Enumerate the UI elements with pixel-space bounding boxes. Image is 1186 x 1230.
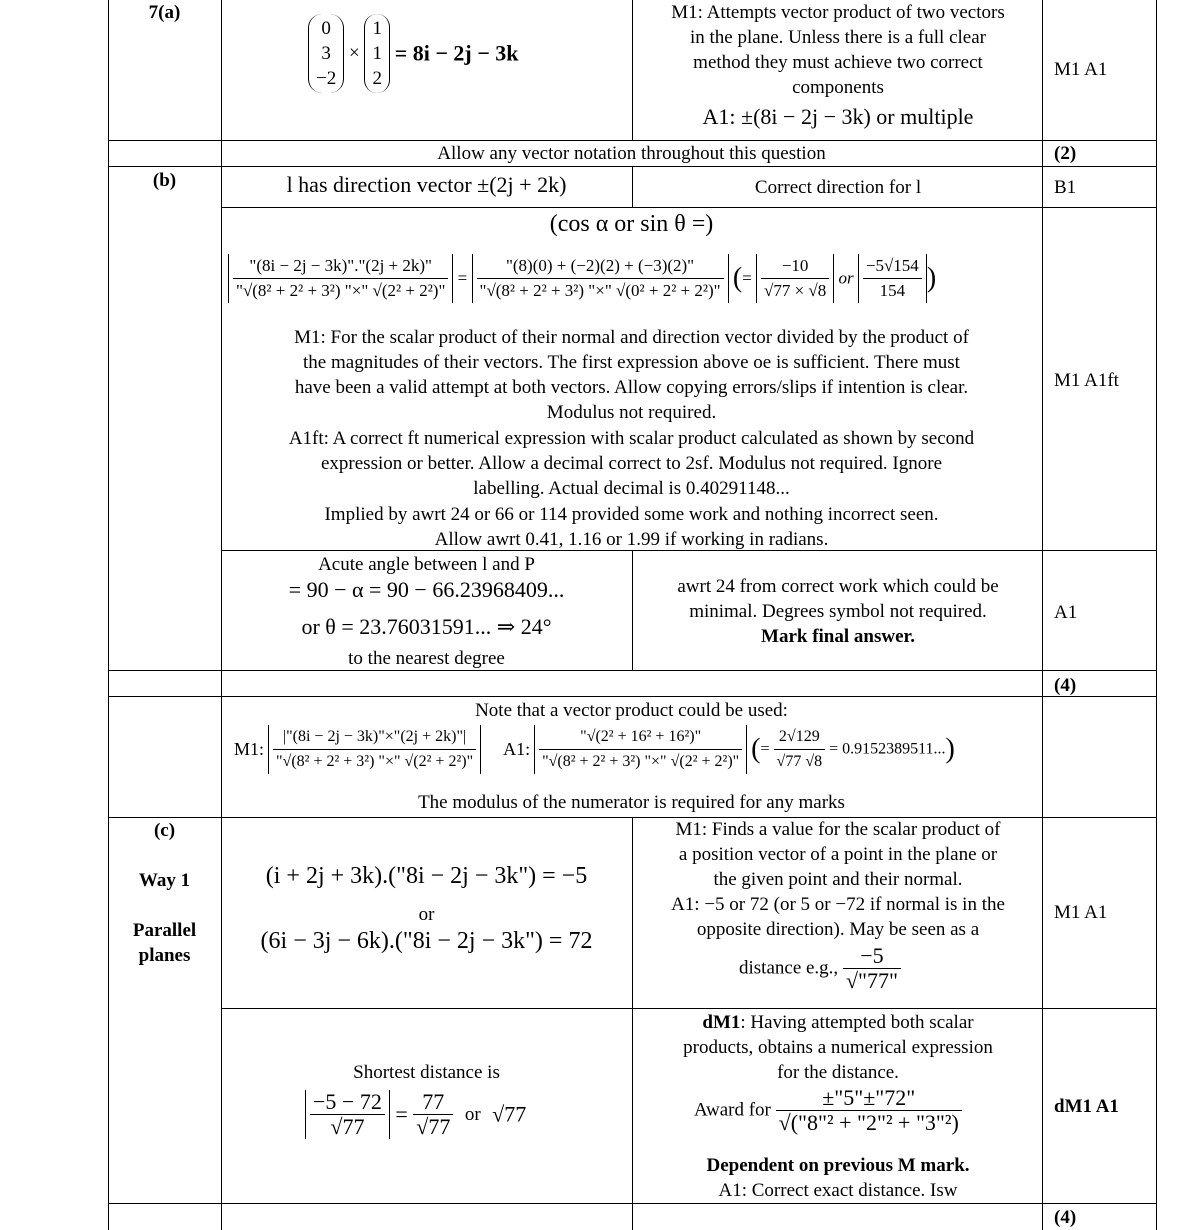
distance-fraction: $\frac{-5}{√"77"}$ (843, 944, 901, 993)
vector-2: 1 1 2 (364, 14, 390, 93)
column-divider-2-d (632, 817, 633, 1230)
angle-expression-row: $\frac{"(8i - 2j - 3k)"."(2j + 2k)"}{\text{"√(8² + 2² + 3²) "×" √(2² + 2²)"}}$ = $\frac{"(8)(0) + (-2)(2) + (-3)(2)"}{\text{"√(8² + 2² + 3²) "×" √(0² + 2² + 2²)"}}$ (= $\frac{-10}{√77 \times √8}$ or $\frac{-5√154}{154}$ ) (228, 254, 936, 303)
guidance-c-line-4: A1: −5 or 72 (or 5 or −72 if normal is in the (671, 894, 1005, 915)
marks-a: M1 A1 (1054, 59, 1108, 80)
dm1-line-1: dM1: Having attempted both scalar (702, 1012, 974, 1033)
acute-line-1: Acute angle between l and P (318, 554, 535, 575)
marks-b: M1 A1ft (1054, 370, 1119, 391)
question-label-b: (b) (152, 170, 177, 191)
guidance-b-line-6: expression or better. Allow a decimal correct to 2sf. Modulus not required. Ignore (320, 453, 943, 474)
column-divider-3 (1042, 0, 1043, 1230)
guidance-b-line-1: M1: For the scalar product of their normal and direction vector divided by the product of (294, 327, 969, 348)
distance-example: distance e.g., $\frac{-5}{√"77"}$ (739, 944, 901, 993)
scalar-eq-1: (i + 2j + 3k).("8i − 2j − 3k") = −5 (265, 863, 588, 889)
alt-a1-fraction: $\frac{\text{"√(2² + 16² + 16²)"}}{\text{"√(8² + 2² + 3²) "×" √(2² + 2²)"}}$ (539, 725, 742, 774)
guidance-c-line-2: a position vector of a point in the plane or (678, 844, 998, 865)
expr1-fraction: $\frac{"(8i - 2j - 3k)"."(2j + 2k)"}{\text{"√(8² + 2² + 3²) "×" √(2² + 2²)"}}$ (233, 254, 448, 303)
vector-product-result: = 8i − 2j − 3k (394, 40, 519, 66)
alt-heading: Note that a vector product could be used: (475, 700, 788, 721)
acute-note-bold: Mark final answer. (761, 626, 915, 647)
column-divider-2-c (632, 550, 633, 670)
alt-expression-row: M1: $\frac{|"(8i - 2j - 3k)"\times"(2j + 2k)"|}{\text{"√(8² + 2² + 3²) "×" √(2² + 2²)"}}$ A1: $\frac{\text{"√(2² + 16² + 16²)"}}{\text{"√(8² + 2² + 3²) "×" √(2² + 2²)"}}$ (= $\frac{2√129}{√77 √8}$ = 0.9152389511...) (234, 725, 955, 774)
row-line (108, 696, 1157, 697)
total-c: (4) (1054, 1207, 1077, 1228)
guidance-b-line-5: A1ft: A correct ft numerical expression with scalar product calculated as shown by second (288, 428, 975, 449)
sd-fraction-1: $\frac{-5 - 72}{√77}$ (310, 1090, 385, 1139)
award-for-expression: Award for $\frac{\pm"5"\pm"72"}{\text{√("8"² + "2"² + "3"²)}}$ (694, 1086, 962, 1135)
vector-1: 0 3 −2 (308, 14, 344, 93)
guidance-b-line-7: labelling. Actual decimal is 0.40291148... (473, 478, 790, 499)
guidance-a-a1: A1: ±(8i − 2j − 3k) or multiple (702, 104, 974, 129)
alt-result-fraction: $\frac{2√129}{√77 √8}$ (774, 725, 826, 774)
row-line (108, 166, 1157, 167)
scalar-or: or (418, 904, 435, 925)
mark-a1-b: A1 (1054, 602, 1078, 623)
guidance-b-line-9: Allow awrt 0.41, 1.16 or 1.99 if working in radians. (434, 529, 829, 550)
row-line (221, 207, 1157, 208)
vector-product-expression (308, 14, 518, 93)
table-border-right (1156, 0, 1157, 1230)
marks-c: M1 A1 (1054, 902, 1108, 923)
total-a: (2) (1054, 143, 1077, 164)
acute-note-1: awrt 24 from correct work which could be (677, 576, 999, 597)
question-label-c: (c) (153, 820, 176, 841)
question-label-7a: 7(a) (148, 2, 181, 23)
shortest-distance-expression: $\frac{-5 - 72}{√77}$ = $\frac{77}{√77}$ or √77 (305, 1090, 526, 1139)
expr2-fraction: $\frac{"(8)(0) + (-2)(2) + (-3)(2)"}{\text{"√(8² + 2² + 3²) "×" √(0² + 2² + 2²)"}}$ (477, 254, 724, 303)
notation-note: Allow any vector notation throughout this question (437, 143, 826, 164)
dm1-line-3: for the distance. (777, 1062, 899, 1083)
method-line-1: Parallel (132, 920, 197, 941)
marks-c-2: dM1 A1 (1054, 1096, 1119, 1117)
dm1-line-2: products, obtains a numerical expression (683, 1037, 993, 1058)
guidance-b-line-4: Modulus not required. (546, 402, 717, 423)
alt-footer: The modulus of the numerator is required for any marks (418, 792, 845, 813)
total-b: (4) (1054, 675, 1077, 696)
guidance-a-line-4: components (792, 77, 884, 98)
guidance-a-line-2: in the plane. Unless there is a full clear (690, 27, 986, 48)
mark-b1: B1 (1054, 177, 1077, 198)
acute-line-3: or θ = 23.76031591... ⇒ 24° (301, 614, 552, 639)
acute-line-4: to the nearest degree (348, 648, 505, 669)
sd-fraction-2: $\frac{77}{√77}$ (413, 1090, 453, 1139)
column-divider-2-b (632, 166, 633, 207)
acute-note-2: minimal. Degrees symbol not required. (689, 601, 987, 622)
row-line (108, 1203, 1157, 1204)
row-line (221, 1008, 1157, 1009)
direction-note: Correct direction for l (754, 177, 922, 198)
guidance-c-line-3: the given point and their normal. (713, 869, 963, 890)
guidance-a-line-3: method they must achieve two correct (693, 52, 983, 73)
direction-vector: l has direction vector ±(2j + 2k) (286, 172, 567, 197)
award-fraction: $\frac{\pm"5"\pm"72"}{\text{√("8"² + "2"² + "3"²)}}$ (776, 1086, 962, 1135)
scalar-eq-2: (6i − 3j − 6k).("8i − 2j − 3k") = 72 (260, 928, 593, 954)
guidance-b-line-8: Implied by awrt 24 or 66 or 114 provided some work and nothing incorrect seen. (324, 504, 939, 525)
guidance-b-line-2: the magnitudes of their vectors. The first expression above oe is sufficient. There must (303, 352, 960, 373)
cos-heading: (cos α or sin θ =) (549, 211, 714, 237)
acute-line-2: = 90 − α = 90 − 66.23968409... (288, 577, 565, 602)
guidance-c-line-5: opposite direction). May be seen as a (696, 919, 980, 940)
dependent-note: Dependent on previous M mark. (706, 1155, 970, 1176)
expr4-fraction: $\frac{-5√154}{154}$ (863, 254, 922, 303)
guidance-c-line-1: M1: Finds a value for the scalar product of (675, 819, 1001, 840)
shortest-distance-label: Shortest distance is (353, 1062, 500, 1083)
times-symbol: × (348, 42, 360, 64)
expr3-fraction: $\frac{-10}{√77 \times √8}$ (761, 254, 829, 303)
guidance-a-line-1: M1: Attempts vector product of two vectors (671, 2, 1005, 23)
way-label: Way 1 (138, 870, 191, 891)
alt-m1-fraction: $\frac{|"(8i - 2j - 3k)"\times"(2j + 2k)"|}{\text{"√(8² + 2² + 3²) "×" √(2² + 2²)"}}$ (273, 725, 476, 774)
a1-correct-distance: A1: Correct exact distance. Isw (718, 1180, 958, 1201)
column-divider-2-a (632, 0, 633, 140)
guidance-b-line-3: have been a valid attempt at both vectors. Allow copying errors/slips if intention is clear. (294, 377, 969, 398)
method-line-2: planes (138, 945, 191, 966)
